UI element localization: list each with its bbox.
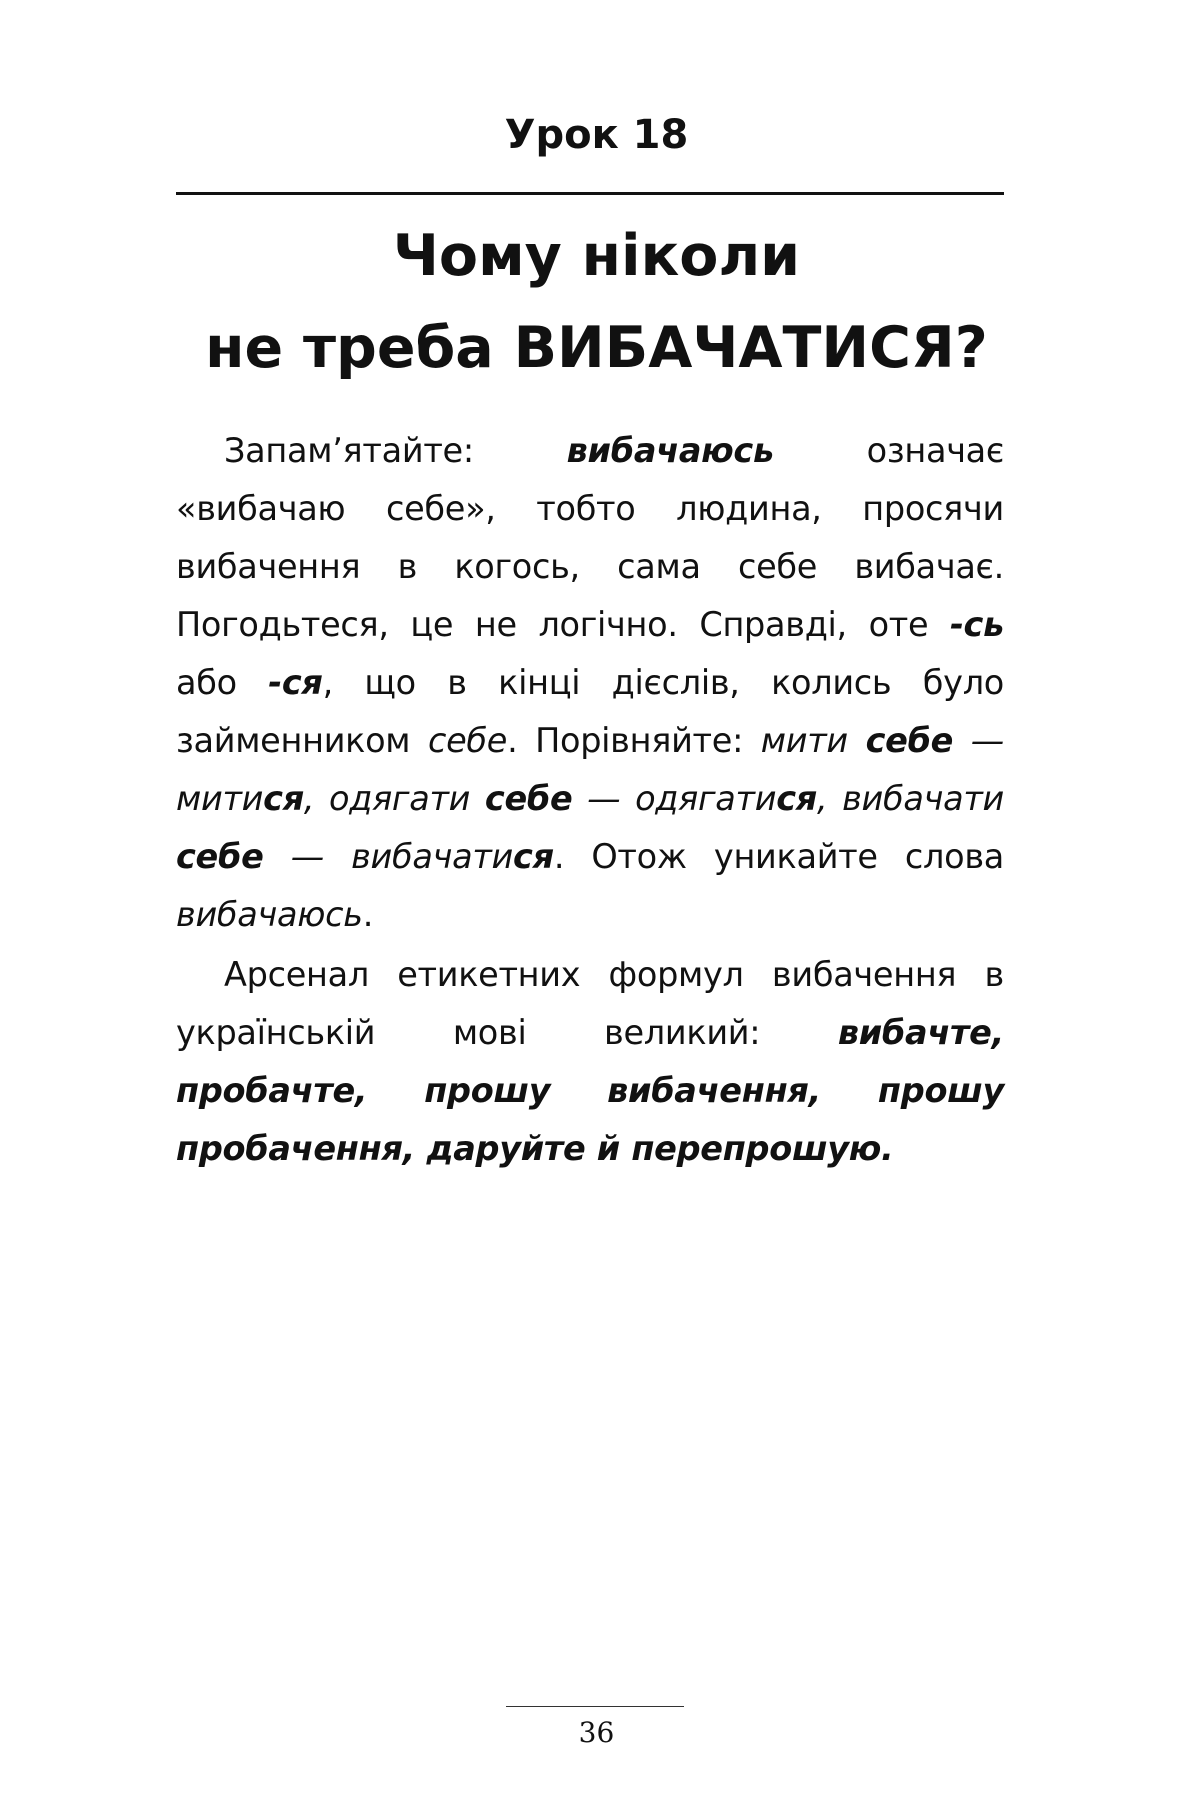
italic-run: — вибачати [263,837,514,876]
paragraph-1 [176,422,1004,944]
italic-run: , одягати [303,779,485,818]
italic-run: себе [427,721,508,760]
title-line-2: не треба ВИБАЧАТИСЯ? [205,315,988,381]
emphasis-run: ся [263,779,304,818]
italic-run: вибачаюсь [176,895,363,934]
paragraph-2 [176,946,1004,1178]
italic-run: , вибачати [817,779,1005,818]
title-divider [176,192,1004,195]
page-number: 36 [578,1716,615,1749]
text-run: . [362,895,374,934]
footer-divider [506,1706,684,1707]
text-run: . Порівняйте: [507,721,761,760]
emphasis-run: вибачаюсь [566,431,774,470]
italic-run: — мити [176,721,1004,818]
emphasis-run: -сь [949,605,1004,644]
text-run: Арсенал етикетних формул вибачення в українській мові великий: [176,955,1004,1052]
emphasis-run: ся [776,779,817,818]
emphasis-run: себе [484,779,573,818]
page-title [150,210,1043,394]
text-run: означає «вибачаю себе», тобто людина, просячи вибачення в когось, сама себе вибачає. Погодьтеся, це не логічно. Справді, оте [176,431,1005,644]
text-run: Запам’ятайте: [224,431,567,470]
text-run: , що в кінці дієслів, колись було займенником [176,663,1004,760]
emphasis-run: ся [513,837,554,876]
emphasis-run: вибачте, пробачте, прошу вибачення, прошу пробачення, даруйте й перепрошую. [176,1013,1004,1168]
italic-run: — одягати [572,779,777,818]
emphasis-run: -ся [268,663,323,702]
lesson-label: Урок 18 [504,112,689,158]
text-run: . Отож уникайте слова [553,837,1004,876]
body-text [176,422,1004,1178]
italic-run: мити [760,721,866,760]
emphasis-run: себе [176,837,264,876]
emphasis-run: себе [865,721,954,760]
title-line-1: Чому ніколи [392,223,801,289]
text-run: або [176,663,269,702]
